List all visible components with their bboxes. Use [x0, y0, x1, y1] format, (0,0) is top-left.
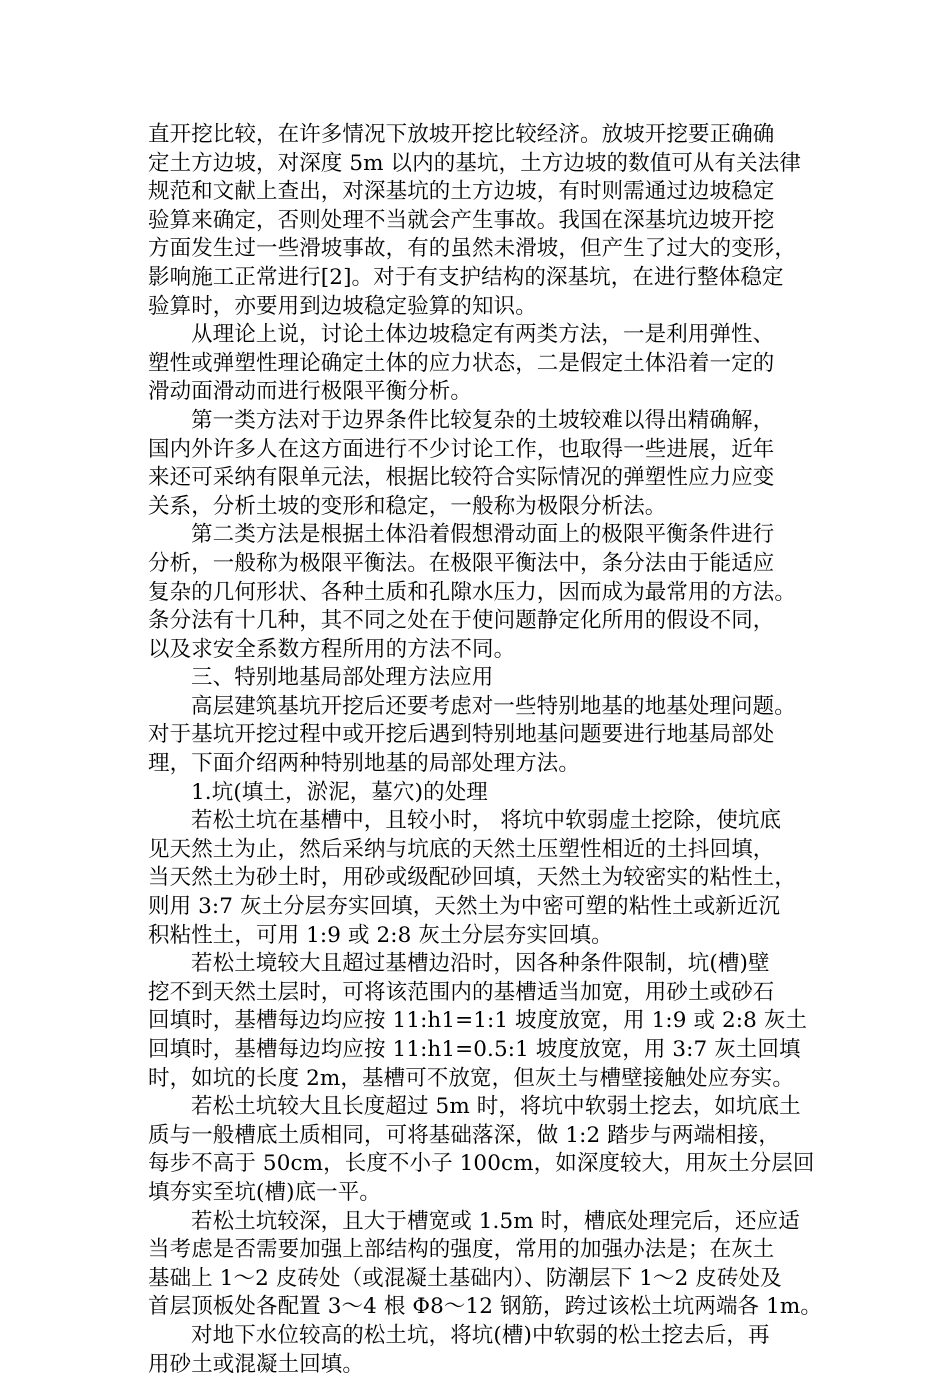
text-line: 以及求安全系数方程所用的方法不同。 — [148, 636, 516, 662]
text-line: 每步不高于 50cm，长度不小子 100cm，如深度较大，用灰土分层回 — [148, 1151, 815, 1177]
text-line: 对于基坑开挖过程中或开挖后遇到特别地基问题要进行地基局部处 — [148, 722, 775, 748]
text-line: 质与一般槽底土质相同，可将基础落深，做 1:2 踏步与两端相接， — [148, 1122, 780, 1148]
text-line: 塑性或弹塑性理论确定土体的应力状态，二是假定土体沿着一定的 — [148, 350, 775, 376]
text-line: 若松土坑在基槽中，且较小时， 将坑中软弱虚土挖除，使坑底 — [191, 808, 782, 834]
text-line: 直开挖比较，在许多情况下放坡开挖比较经济。放坡开挖要正确确 — [148, 122, 775, 147]
text-line: 挖不到天然土层时，可将该范围内的基槽适当加宽，用砂土或砂石 — [148, 979, 775, 1005]
text-line: 理，下面介绍两种特别地基的局部处理方法。 — [148, 751, 581, 777]
text-line: 规范和文献上查出，对深基坑的土方边坡，有时则需通过边坡稳定 — [148, 179, 775, 205]
text-line: 当天然土为砂土时，用砂或级配砂回填，天然土为较密实的粘性土， — [148, 865, 797, 891]
text-line: 用砂土或混凝土回填。 — [148, 1351, 365, 1377]
text-line: 从理论上说，讨论土体边坡稳定有两类方法，一是利用弹性、 — [191, 322, 775, 348]
text-line: 基础上 1～2 皮砖处（或混凝土基础内）、防潮层下 1～2 皮砖处及 — [148, 1265, 782, 1291]
text-line: 方面发生过一些滑坡事故，有的虽然未滑坡，但产生了过大的变形， — [148, 236, 797, 262]
text-line: 首层顶板处各配置 3～4 根 Φ8～12 钢筋，跨过该松土坑两端各 1m。 — [148, 1294, 822, 1320]
text-line: 滑动面滑动而进行极限平衡分析。 — [148, 379, 473, 405]
text-line: 回填时，基槽每边均应按 11:h1=0.5:1 坡度放宽，用 3:7 灰土回填 — [148, 1037, 801, 1062]
text-line: 若松土坑较深，且大于槽宽或 1.5m 时，槽底处理完后，还应适 — [191, 1208, 800, 1234]
subsection-heading: 1.坑(填土，淤泥，墓穴)的处理 — [191, 779, 488, 805]
text-line: 验算来确定，否则处理不当就会产生事故。我国在深基坑边坡开挖 — [148, 207, 775, 233]
text-line: 积粘性土，可用 1:9 或 2:8 灰土分层夯实回填。 — [148, 922, 613, 948]
text-line: 第一类方法对于边界条件比较复杂的土坡较难以得出精确解， — [191, 407, 775, 433]
text-line: 影响施工正常进行[2]。对于有支护结构的深基坑，在进行整体稳定 — [148, 264, 784, 290]
text-line: 验算时，亦要用到边坡稳定验算的知识。 — [148, 293, 537, 319]
document-body — [148, 121, 822, 1379]
text-line: 条分法有十几种，其不同之处在于使问题静定化所用的假设不同， — [148, 608, 775, 634]
text-line: 复杂的几何形状、各种土质和孔隙水压力，因而成为最常用的方法。 — [148, 579, 797, 605]
text-line: 回填时，基槽每边均应按 11:h1=1:1 坡度放宽，用 1:9 或 2:8 灰土 — [148, 1008, 808, 1034]
text-line: 时，如坑的长度 2m，基槽可不放宽，但灰土与槽壁接触处应夯实。 — [148, 1065, 795, 1091]
text-line: 若松土境较大且超过基槽边沿时，因各种条件限制，坑(槽)壁 — [191, 951, 770, 977]
text-line: 对地下水位较高的松土坑，将坑(槽)中软弱的松土挖去后，再 — [191, 1322, 770, 1348]
text-line: 见天然土为止，然后采纳与坑底的天然土压塑性相近的土抖回填， — [148, 836, 775, 862]
text-line: 高层建筑基坑开挖后还要考虑对一些特别地基的地基处理问题。 — [191, 693, 796, 719]
section-heading: 三、特别地基局部处理方法应用 — [191, 665, 494, 691]
text-line: 分析，一般称为极限平衡法。在极限平衡法中，条分法由于能适应 — [148, 550, 775, 576]
text-line: 则用 3:7 灰土分层夯实回填，天然土为中密可塑的粘性土或新近沉 — [148, 894, 780, 920]
text-line: 第二类方法是根据土体沿着假想滑动面上的极限平衡条件进行 — [191, 522, 775, 548]
text-line: 关系，分析土坡的变形和稳定，一般称为极限分析法。 — [148, 493, 667, 519]
text-line: 定土方边坡，对深度 5m 以内的基坑，土方边坡的数值可从有关法律 — [148, 150, 801, 176]
text-line: 国内外许多人在这方面进行不少讨论工作，也取得一些进展，近年 — [148, 436, 775, 462]
text-line: 填夯实至坑(槽)底一平。 — [148, 1179, 381, 1205]
text-line: 若松土坑较大且长度超过 5m 时，将坑中软弱土挖去，如坑底土 — [191, 1094, 801, 1120]
text-line: 来还可采纳有限单元法，根据比较符合实际情况的弹塑性应力应变 — [148, 465, 775, 491]
text-line: 当考虑是否需要加强上部结构的强度，常用的加强办法是；在灰土 — [148, 1237, 775, 1263]
